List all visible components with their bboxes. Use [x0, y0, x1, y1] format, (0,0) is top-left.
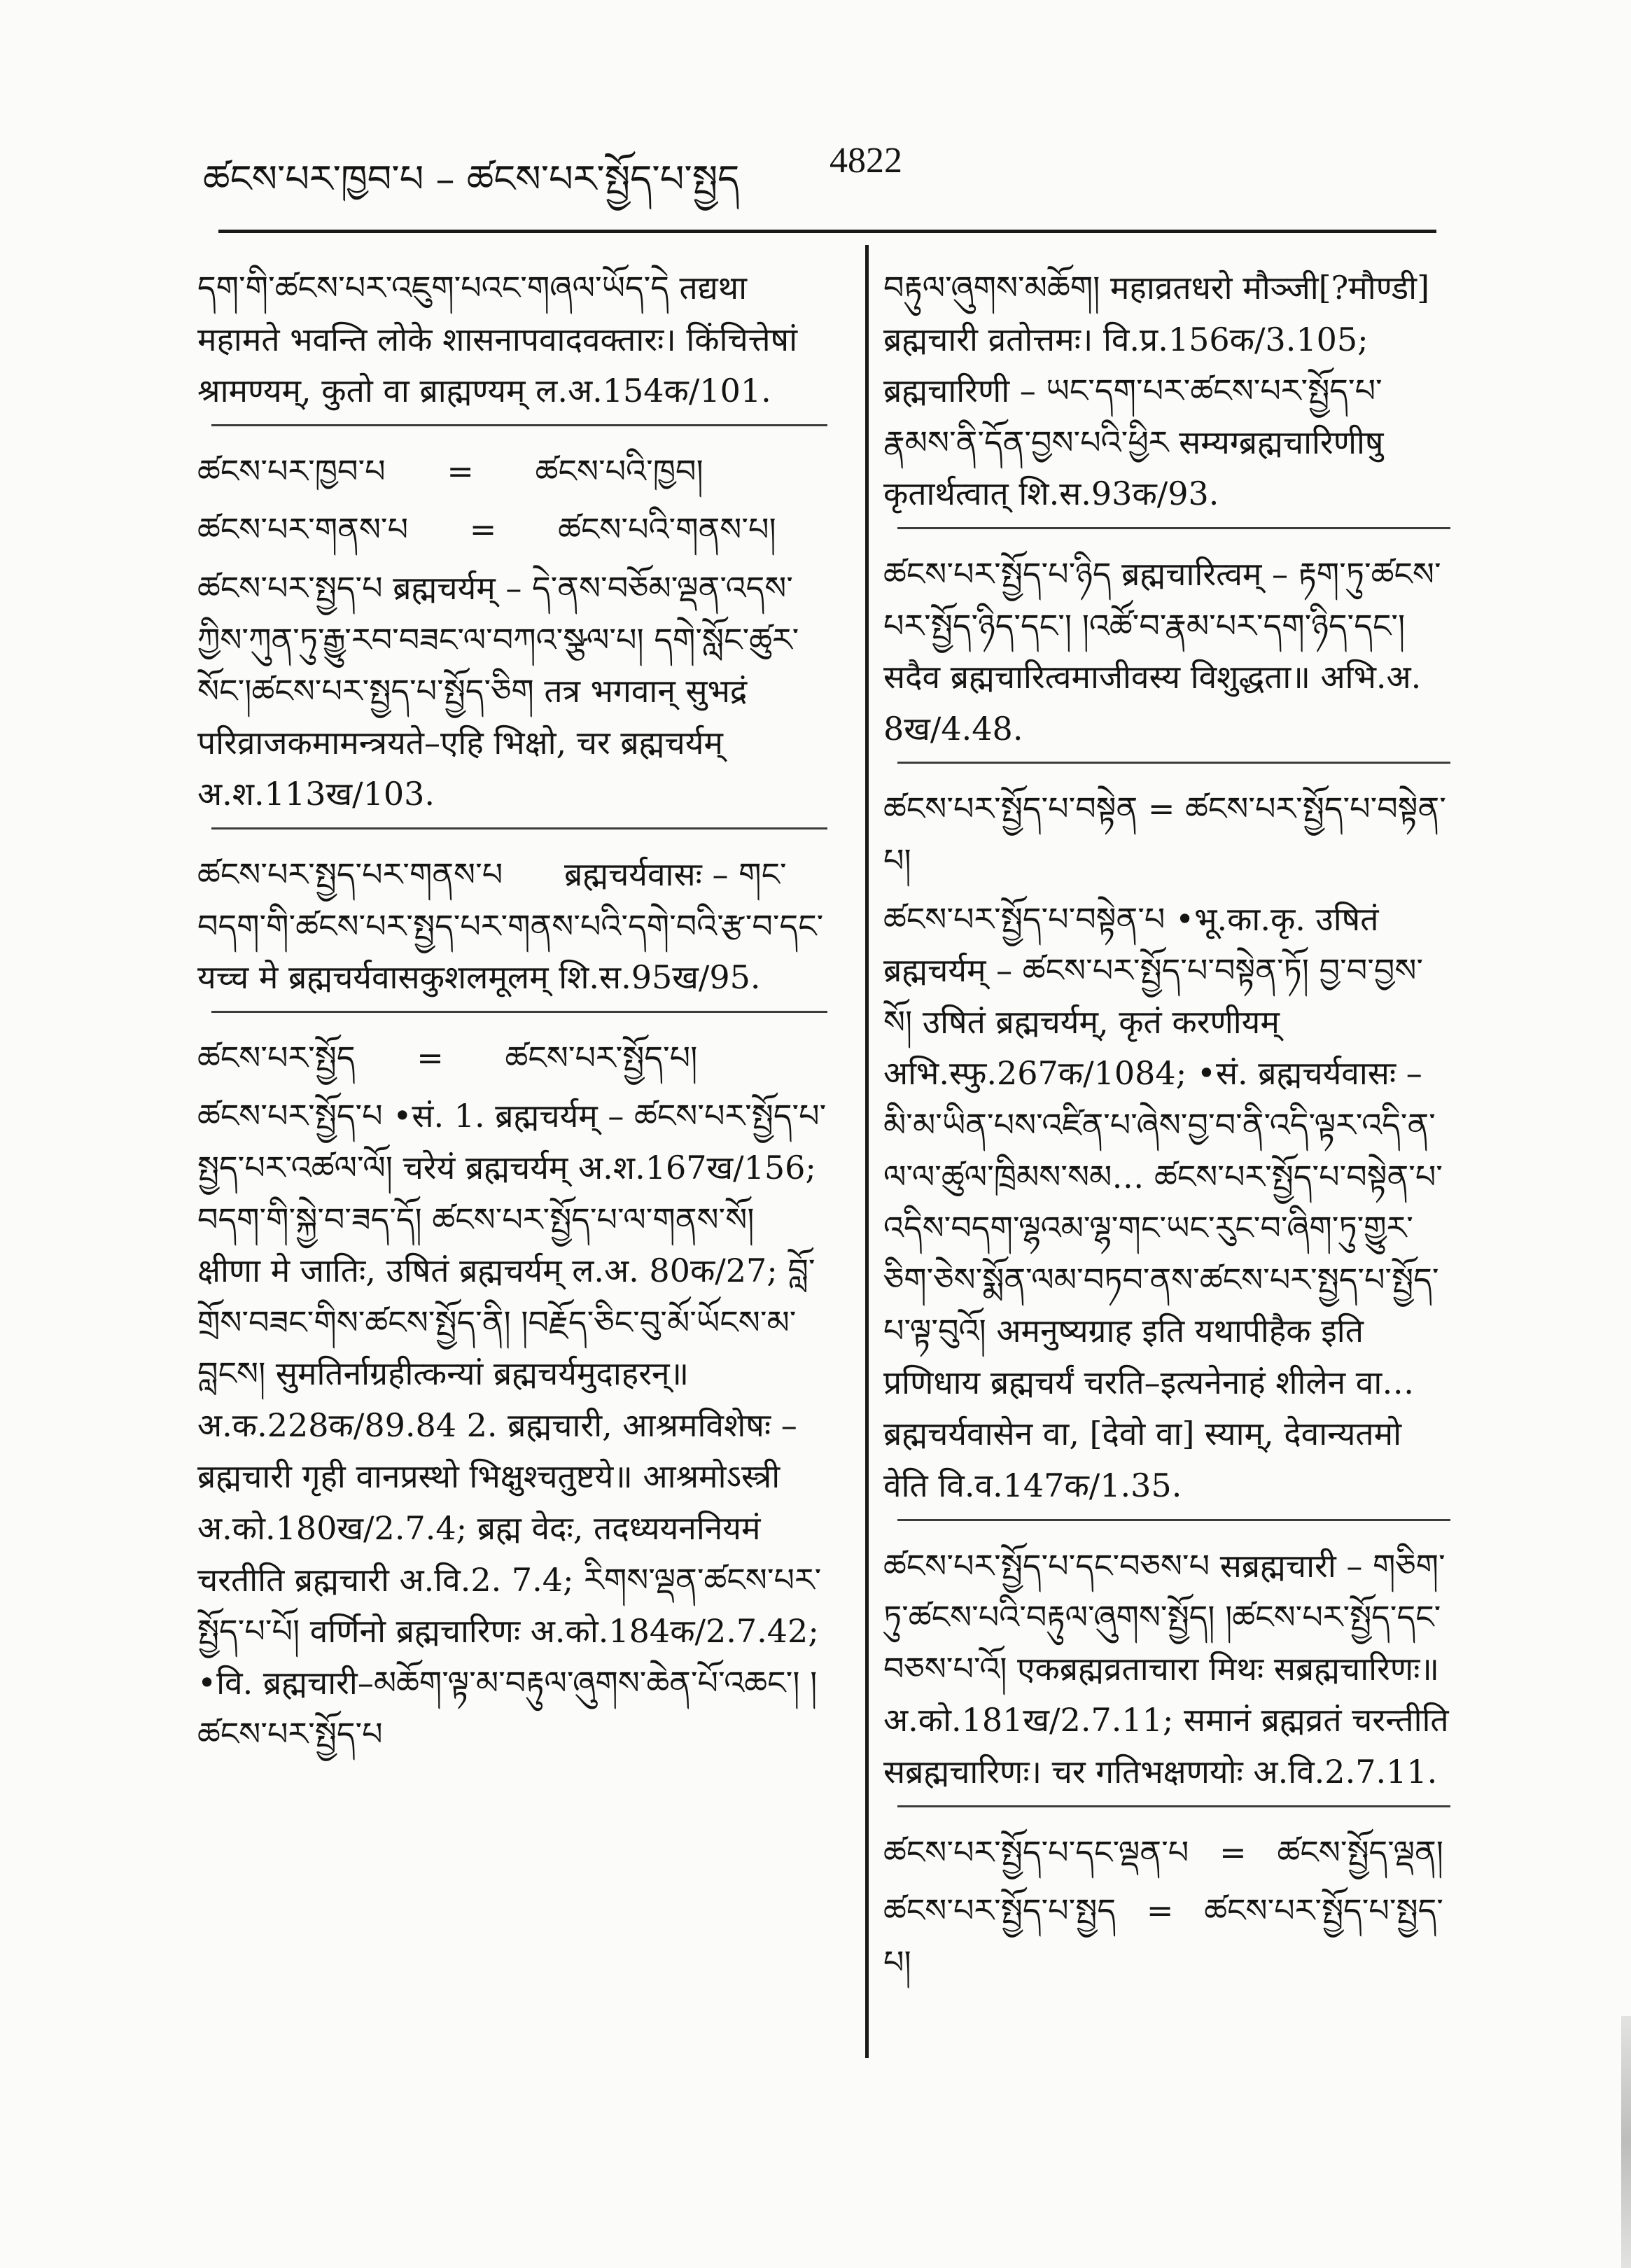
entry-separator: [897, 527, 1450, 529]
entry-separator: [211, 424, 827, 426]
running-header: ཚངས་པར་ཁྱབ་པ – ཚངས་པར་སྤྱོད་པ་སྤྱད: [203, 157, 740, 201]
entry-separator: [211, 827, 827, 830]
left-column: [197, 262, 834, 1768]
dictionary-entry: ཚངས་པར་སྤྱོད = ཚངས་པར་སྤྱོད་པ།: [197, 1038, 698, 1077]
right-column: [883, 262, 1460, 1995]
dictionary-entry: བརྟུལ་ཞུགས་མཆོག། महाव्रतधरो मौञ्जी[?मौण्डी] ब्रह्मचारी व्रतोत्तमः। वि.प्र.156क/3.105; ब्रह्मचारिणी – ཡང་དག་པར་ཚངས་པར་སྤྱོད་པ་རྣམས་ནི་དོན་བྱས་པའི་ཕྱིར सम्यग्ब्रह्मचारिणीषु कृतार्थत्वात् शि.स.93क/93.: [883, 269, 1440, 513]
dictionary-entry: ཚངས་པར་སྤྱོད་པ་ཉིད ब्रह्मचारित्वम् – རྟག་ཏུ་ཚངས་པར་སྤྱོད་ཉིད་དང་། །འཚོ་བ་རྣམ་པར་དག་ཉིད་དང་། सदैव ब्रह्मचारित्वमाजीवस्य विशुद्धता॥ अभि.अ. 8ख/4.48.: [883, 554, 1441, 748]
entry-separator: [897, 1805, 1450, 1807]
dictionary-entry: ཚངས་པར་སྤྱོད་པ་བསྟེན = ཚངས་པར་སྤྱོད་པ་བསྟེན་པ།: [883, 790, 1446, 879]
entry-separator: [211, 1011, 827, 1013]
dictionary-entry: ཚངས་པར་སྤྱོད་པ་དང་བཅས་པ सब्रह्मचारी – གཅིག་ཏུ་ཚངས་པའི་བརྟུལ་ཞུགས་སྤྱོད། །ཚངས་པར་སྤྱོད་དང་བཅས་པ་འོ། एकब्रह्मव्रताचारा मिथः सब्रह्मचारिणः॥ अ.को.181ख/2.7.11; समानं ब्रह्मव्रतं चरन्तीति सब्रह्मचारिणः। चर गतिभक्षणयोः अ.वि.2.7.11.: [883, 1546, 1460, 1791]
dictionary-entry: ཚངས་པར་གནས་པ = ཚངས་པའི་གནས་པ།: [197, 510, 776, 549]
column-divider: [865, 245, 869, 2058]
dictionary-entry: དག་གི་ཚངས་པར་འཇུག་པའང་གཞལ་ཡོད་དེ तद्यथा महामते भवन्ति लोके शासनापवादवक्तारः। किंचित्तेषां श्रामण्यम्, कुतो वा ब्राह्मण्यम् ल.अ.154क/101.: [197, 269, 808, 410]
dictionary-entry: ཚངས་པར་ཁྱབ་པ = ཚངས་པའི་ཁྱབ།: [197, 451, 704, 490]
dictionary-entry: ཚངས་པར་སྤྱོད་པ་དང་ལྡན་པ = ཚངས་སྤྱོད་ལྡན།: [883, 1833, 1443, 1871]
dictionary-entry: ཚངས་པར་སྤྱོད་པ་བསྟེན་པ •भू.का.कृ. उषितं ब्रह्मचर्यम् – ཚངས་པར་སྤྱོད་པ་བསྟེན་ཏོ། བྱ་བ་བྱས་སོ། उषितं ब्रह्मचर्यम्, कृतं करणीयम् अभि.स्फु.267क/1084; •सं. ब्रह्मचर्यवासः – མི་མ་ཡིན་པས་འཛིན་པ་ཞེས་བྱ་བ་ནི་འདི་ལྟར་འདི་ན་ལ་ལ་ཚུལ་ཁྲིམས་སམ… ཚངས་པར་སྤྱོད་པ་བསྟེན་པ་འདིས་བདག་ལྷའམ་ལྷ་གང་ཡང་རུང་བ་ཞིག་ཏུ་གྱུར་ཅིག་ཅེས་སྨོན་ལམ་བཏབ་ནས་ཚངས་པར་སྤྱད་པ་སྤྱོད་པ་ལྟ་བུའོ། अमनुष्यग्राह इति यथापीहैक इति प्रणिधाय ब्रह्मचर्यं चरति–इत्यनेनाहं शीलेन वा…ब्रह्मचर्यवासेन वा, [देवो वा] स्याम्, देवान्यतमो वेति वि.व.147क/1.35.: [883, 899, 1443, 1505]
page-number: 4822: [830, 141, 902, 181]
dictionary-entry: ཚངས་པར་སྤྱོད་པ •सं. 1. ब्रह्मचर्यम् – ཚངས་པར་སྤྱོད་པ་སྤྱད་པར་འཚལ་ལོ། चरेयं ब्रह्मचर्यम् अ.श.167ख/156; བདག་གི་སྐྱེ་བ་ཟད་དོ། ཚངས་པར་སྤྱོད་པ་ལ་གནས་སོ། क्षीणा मे जातिः, उषितं ब्रह्मचर्यम् ल.अ. 80क/27; བློ་གྲོས་བཟང་གིས་ཚངས་སྤྱོད་ནི། །བརྗོད་ཅིང་བུ་མོ་ཡོངས་མ་བླངས། सुमतिर्नाग्रहीत्कन्यां ब्रह्मचर्यमुदाहरन्॥ अ.क.228क/89.84 2. ब्रह्मचारी, आश्रमविशेषः – ब्रह्मचारी गृही वानप्रस्थो भिक्षुश्चतुष्टये॥ आश्रमोऽस्त्री अ.को.180ख/2.7.4; ब्रह्म वेदः, तदध्ययननियमं चरतीति ब्रह्मचारी अ.वि.2. 7.4; རིགས་ལྡན་ཚངས་པར་སྤྱོད་པ་པོ། वर्णिनो ब्रह्मचारिणः अ.को.184क/2.7.42; •वि. ब्रह्मचारी–མཆོག་ལྟ་མ་བརྟུལ་ཞུགས་ཆེན་པོ་འཆང་། །ཚངས་པར་སྤྱོད་པ: [197, 1097, 830, 1754]
entry-separator: [897, 1519, 1450, 1521]
dictionary-entry: ཚངས་པར་སྤྱད་པ ब्रह्मचर्यम् – དེ་ནས་བཅོམ་ལྡན་འདས་ཀྱིས་ཀུན་ཏུ་རྒྱུ་རབ་བཟང་ལ་བཀའ་སྩལ་པ། དགེ་སློང་ཚུར་སོང་།ཚངས་པར་སྤྱད་པ་སྤྱོད་ཅིག तत्र भगवान् सुभद्रं परिव्राजकमामन्त्रयते–एहि भिक्षो, चर ब्रह्मचर्यम् अ.श.113ख/103.: [197, 568, 799, 813]
dictionary-entry: ཚངས་པར་སྤྱོད་པ་སྤྱད = ཚངས་པར་སྤྱོད་པ་སྤྱད་པ།: [883, 1891, 1443, 1981]
entry-separator: [897, 762, 1450, 764]
dictionary-entry: ཚངས་པར་སྤྱད་པར་གནས་པ ब्रह्मचर्यवासः – གང་བདག་གི་ཚངས་པར་སྤྱད་པར་གནས་པའི་དགེ་བའི་རྩ་བ་དང་ यच्च मे ब्रह्मचर्यवासकुशलमूलम् शि.स.95ख/95.: [197, 855, 834, 997]
scan-edge-artifact: [1621, 2016, 1631, 2268]
header-rule: [218, 230, 1436, 233]
